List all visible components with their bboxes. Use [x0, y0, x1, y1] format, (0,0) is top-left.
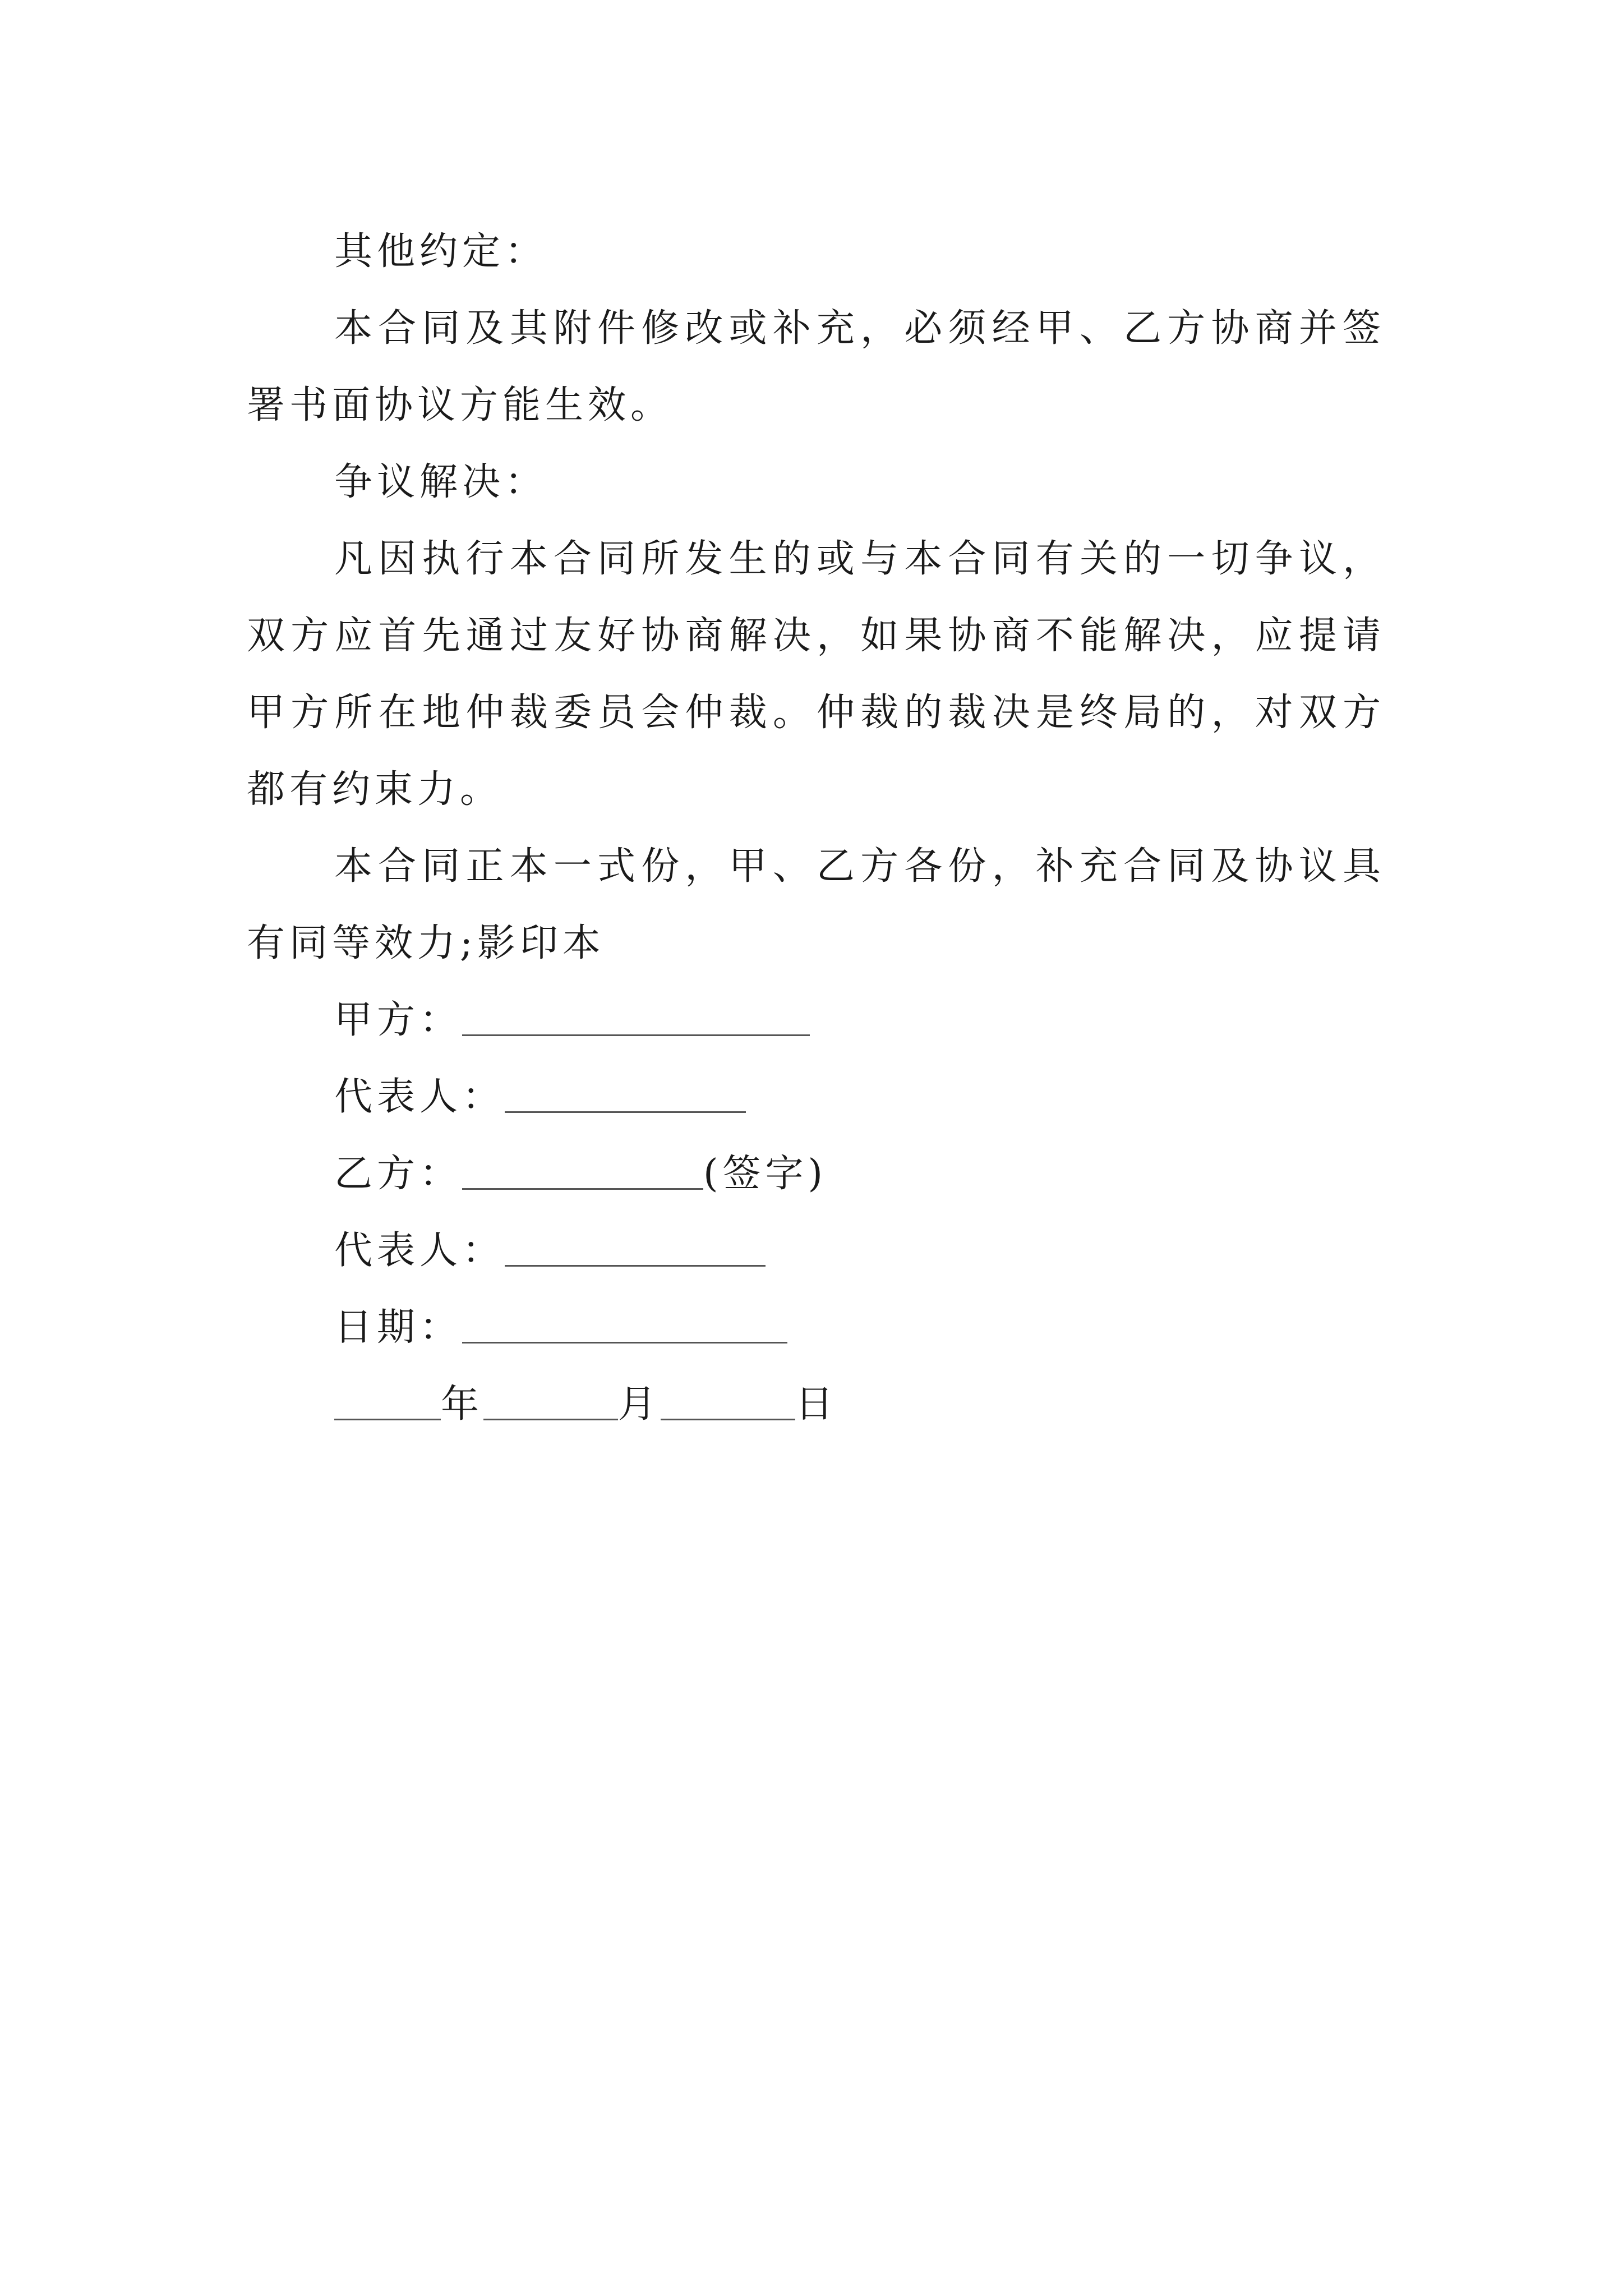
other-terms-paragraph: 本合同及其附件修改或补充，必须经甲、乙方协商并签署书面协议方能生效。: [247, 306, 1385, 427]
contract-body: [247, 213, 1385, 1443]
party-b-blank-line[interactable]: [462, 1152, 703, 1190]
copies-paragraph: 本合同正本一式份，甲、乙方各份，补充合同及协议具有同等效力;影印本: [247, 844, 1385, 965]
signature-note: (签字): [703, 1152, 828, 1196]
year-label: 年: [441, 1382, 484, 1427]
month-label: 月: [618, 1382, 661, 1427]
date-blank-line[interactable]: [462, 1306, 787, 1343]
representative-a-label: 代表人：: [334, 1075, 505, 1119]
party-b-row: [247, 1135, 1385, 1212]
party-a-blank-line[interactable]: [462, 999, 810, 1036]
party-a-row: [247, 982, 1385, 1059]
party-b-label: 乙方：: [334, 1152, 463, 1196]
dispute-paragraph: 凡因执行本合同所发生的或与本合同有关的一切争议，双方应首先通过友好协商解决，如果协商不能解决，应提请甲方所在地仲裁委员会仲裁。仲裁的裁决是终局的，对双方都有约束力。: [247, 537, 1385, 812]
party-a-label: 甲方：: [334, 998, 463, 1042]
representative-a-blank-line[interactable]: [505, 1075, 746, 1113]
representative-b-blank-line[interactable]: [505, 1229, 766, 1267]
date-row: [247, 1289, 1385, 1366]
day-blank-line[interactable]: [661, 1383, 795, 1420]
representative-b-row: [247, 1212, 1385, 1289]
year-blank-line[interactable]: [334, 1383, 441, 1420]
day-label: 日: [795, 1382, 838, 1427]
representative-a-row: [247, 1059, 1385, 1135]
month-blank-line[interactable]: [483, 1383, 618, 1420]
dispute-heading: 争议解决：: [334, 460, 548, 504]
ymd-row: [247, 1366, 1385, 1443]
other-terms-heading: 其他约定：: [334, 229, 548, 274]
date-label: 日期：: [334, 1305, 463, 1350]
representative-b-label: 代表人：: [334, 1228, 505, 1273]
